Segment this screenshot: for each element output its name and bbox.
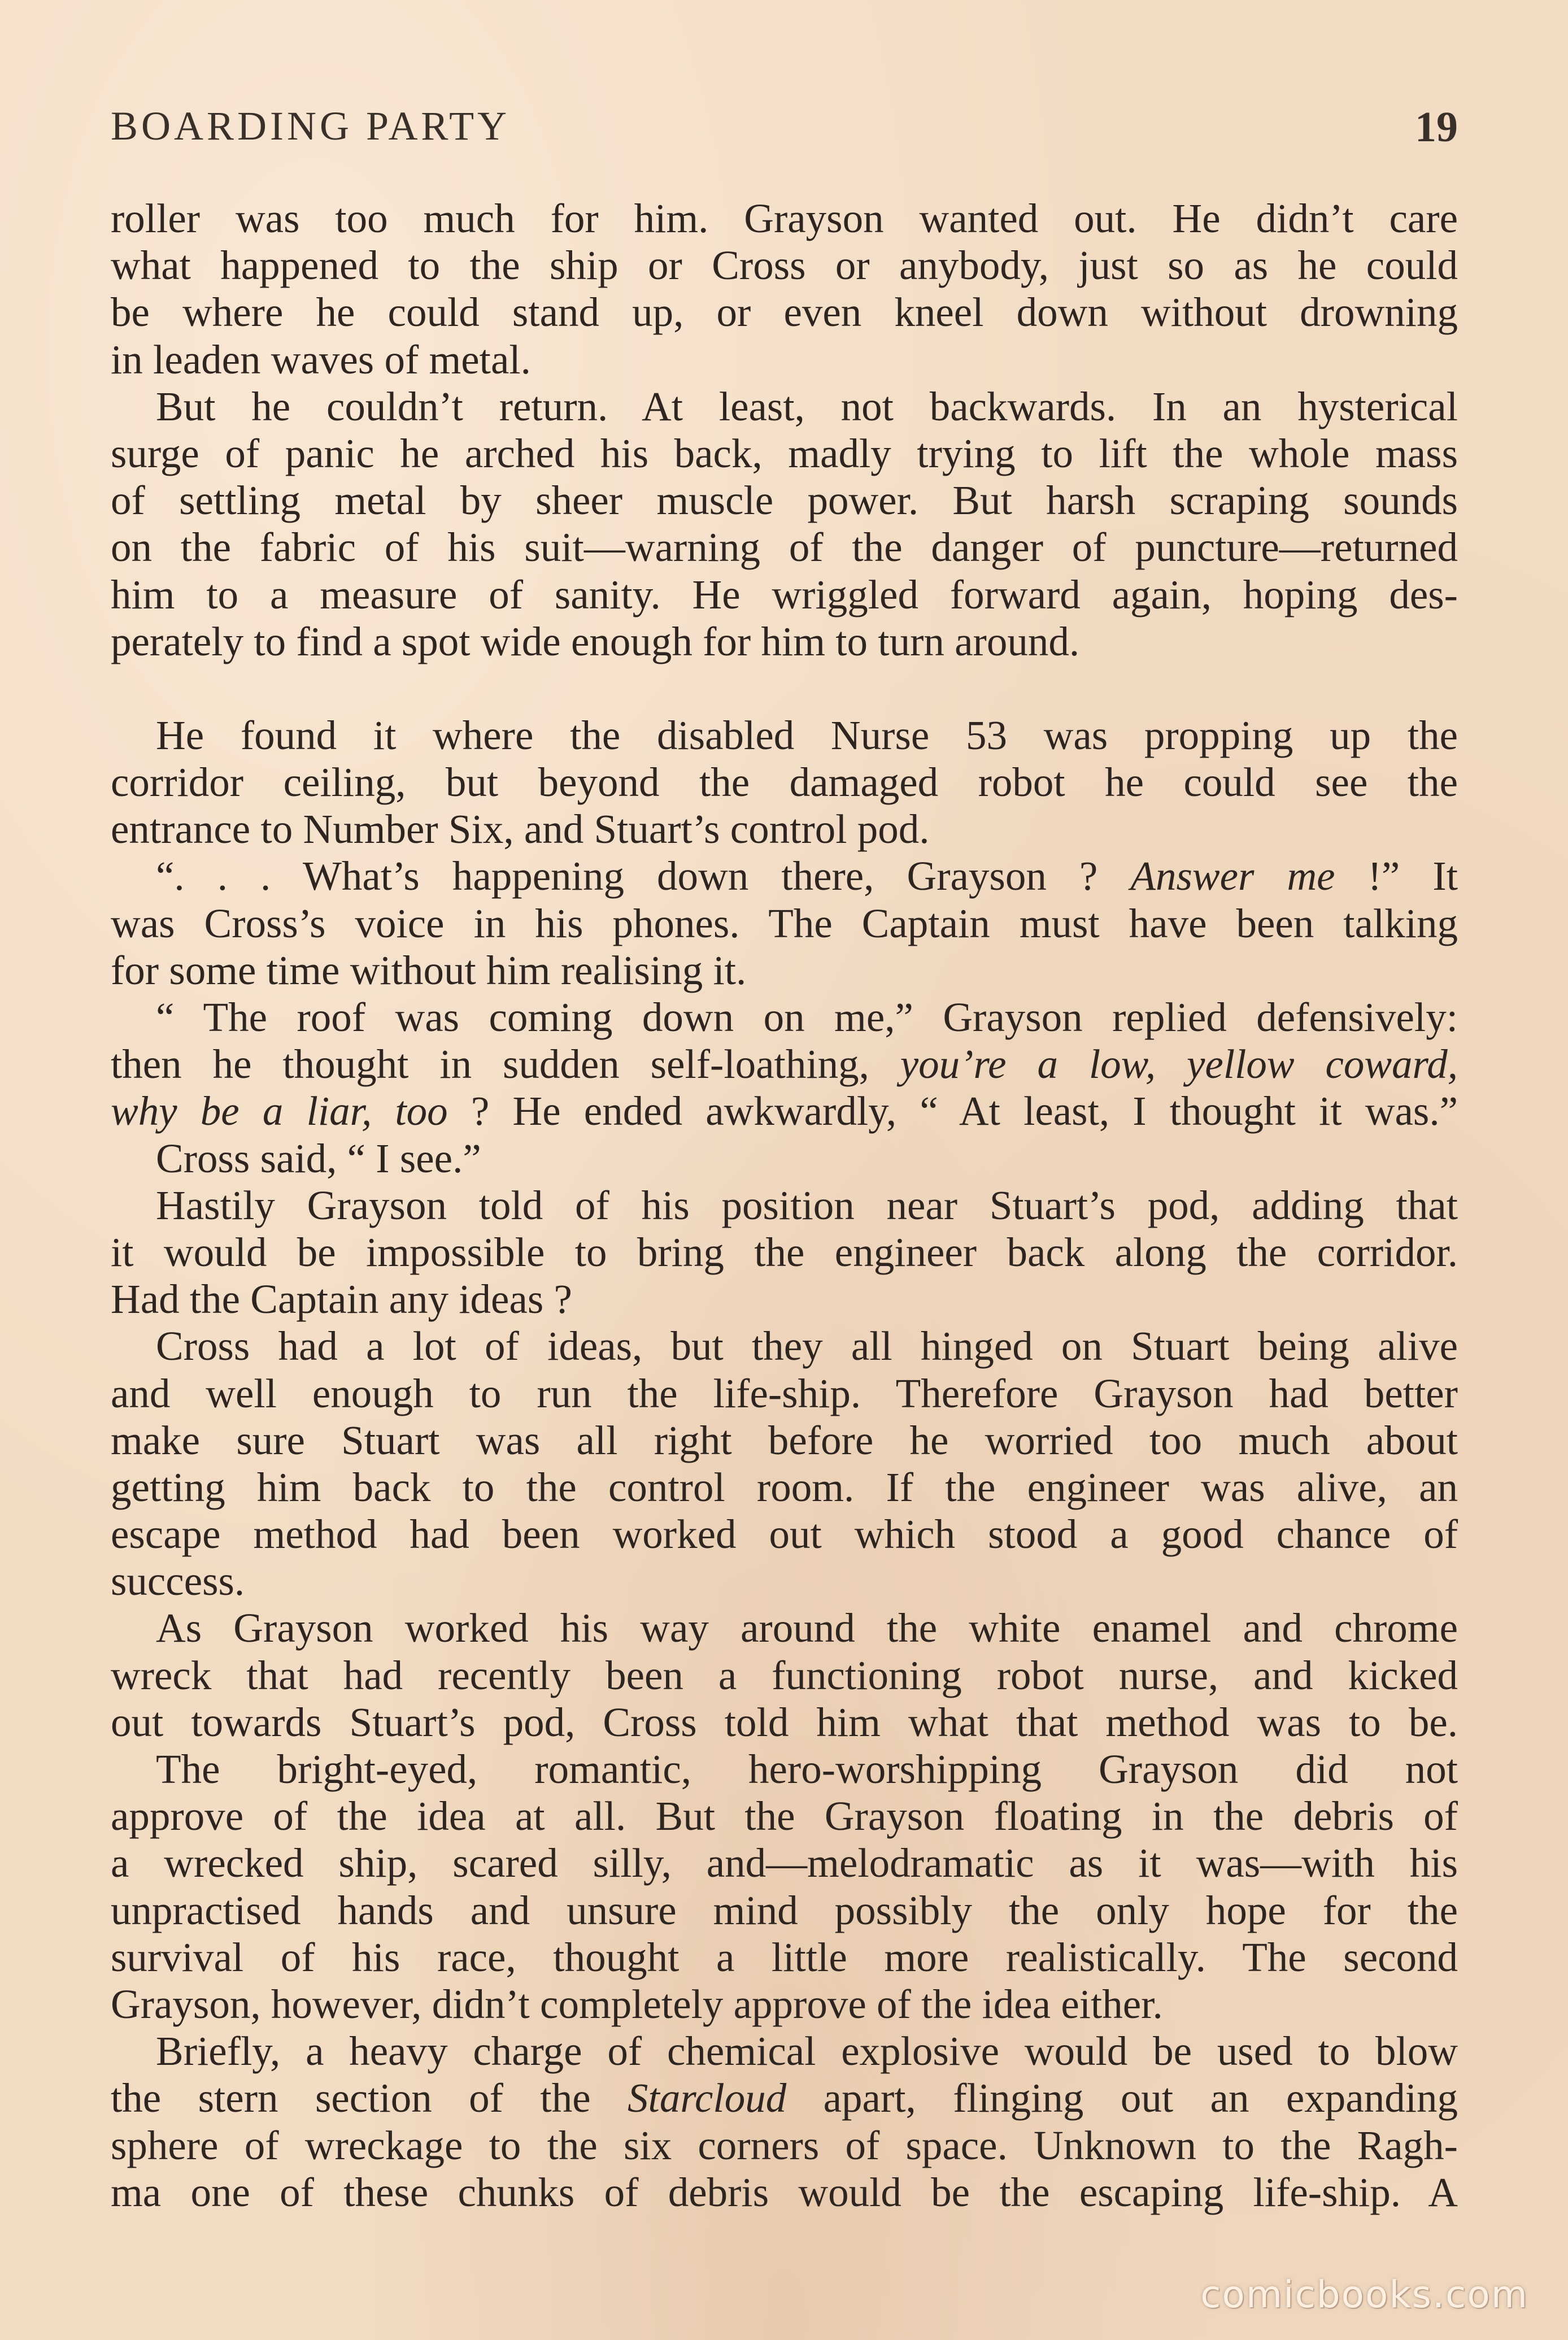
text-line: survival of his race, thought a little more realistically. The second: [111, 1934, 1458, 1980]
text-line: approve of the idea at all. But the Grayson floating in the debris of: [111, 1793, 1458, 1839]
text-line: surge of panic he arched his back, madly trying to lift the whole mass: [111, 430, 1458, 476]
text-line: of settling metal by sheer muscle power. But harsh scraping sounds: [111, 477, 1458, 524]
text-line: The bright-eyed, romantic, hero-worshipping Grayson did not: [156, 1746, 1458, 1792]
italic-run: you’re a low, yellow coward,: [900, 1041, 1458, 1088]
text-line: be where he could stand up, or even kneel down without drowning: [111, 289, 1458, 336]
text-line: getting him back to the control room. If the engineer was alive, an: [111, 1464, 1458, 1510]
body-text: [111, 195, 1458, 2216]
text-line: sphere of wreckage to the six corners of space. Unknown to the Ragh-: [111, 2122, 1458, 2168]
text-run: “. . . What’s happening down there, Grayson ?: [156, 853, 1131, 899]
text-line: Hastily Grayson told of his position near Stuart’s pod, adding that: [156, 1182, 1458, 1228]
text-line: ma one of these chunks of debris would be the escaping life-ship. A: [111, 2169, 1458, 2215]
text-line: Cross had a lot of ideas, but they all hinged on Stuart being alive: [156, 1323, 1458, 1369]
text-line: what happened to the ship or Cross or anybody, just so as he could: [111, 242, 1458, 289]
text-line: out towards Stuart’s pod, Cross told him what that method was to be.: [111, 1699, 1458, 1745]
text-run: apart, flinging out an expanding: [786, 2075, 1458, 2121]
text-line: [111, 2028, 1458, 2074]
text-line: on the fabric of his suit—warning of the danger of puncture—returned: [111, 524, 1458, 571]
text-line: for some time without him realising it.: [111, 947, 747, 993]
text-line: [111, 2074, 1458, 2121]
running-head: [111, 103, 1458, 165]
text-run: “ The roof was coming down on me,” Grayson replied defensively:: [156, 994, 1458, 1040]
text-line: escape method had been worked out which stood a good chance of: [111, 1511, 1458, 1558]
text-line: in leaden waves of metal.: [111, 336, 531, 382]
text-line: was Cross’s voice in his phones. The Captain must have been talking: [111, 900, 1458, 946]
italic-run: why be a liar, too: [111, 1088, 448, 1134]
text-line: Had the Captain any ideas ?: [111, 1276, 572, 1323]
text-line: [111, 1088, 1458, 1134]
text-line: it would be impossible to bring the engineer back along the corridor.: [111, 1229, 1458, 1275]
text-run: !” It: [1335, 853, 1458, 899]
text-line: Grayson, however, didn’t completely approve of the idea either.: [111, 1981, 1163, 2027]
watermark: comicbooks.com: [1200, 2273, 1528, 2316]
text-line: make sure Stuart was all right before he worried too much about: [111, 1417, 1458, 1463]
text-line: him to a measure of sanity. He wriggled forward again, hoping des-: [111, 571, 1458, 617]
text-line: unpractised hands and unsure mind possibly the only hope for the: [111, 1887, 1458, 1933]
text-line: He found it where the disabled Nurse 53 was propping up the: [156, 712, 1458, 758]
text-line: and well enough to run the life-ship. Therefore Grayson had better: [111, 1370, 1458, 1416]
text-line: roller was too much for him. Grayson wanted out. He didn’t care: [111, 195, 1458, 241]
text-line: [111, 994, 1458, 1041]
text-run: the stern section of the: [111, 2075, 628, 2121]
text-line: perately to find a spot wide enough for him to turn around.: [111, 618, 1080, 664]
text-line: entrance to Number Six, and Stuart’s control pod.: [111, 806, 930, 853]
italic-run: Starcloud: [628, 2075, 787, 2121]
section-break: [111, 665, 1458, 712]
text-run: Briefly, a heavy charge of chemical explosive would be used to blow: [156, 2028, 1458, 2074]
italic-run: Answer me: [1130, 853, 1335, 899]
page-number: 19: [1415, 103, 1458, 151]
running-title: BOARDING PARTY: [111, 103, 511, 149]
text-line: [111, 1041, 1458, 1088]
text-line: Cross said, “ I see.”: [156, 1135, 481, 1181]
text-line: [111, 853, 1458, 899]
text-line: wreck that had recently been a functioning robot nurse, and kicked: [111, 1652, 1458, 1698]
text-line: success.: [111, 1558, 245, 1604]
text-line: As Grayson worked his way around the white enamel and chrome: [156, 1605, 1458, 1651]
text-run: ? He ended awkwardly, “ At least, I thought it was.”: [447, 1088, 1458, 1134]
text-line: a wrecked ship, scared silly, and—melodramatic as it was—with his: [111, 1840, 1458, 1886]
text-line: But he couldn’t return. At least, not backwards. In an hysterical: [156, 383, 1458, 429]
text-line: corridor ceiling, but beyond the damaged robot he could see the: [111, 759, 1458, 806]
text-run: then he thought in sudden self-loathing,: [111, 1041, 900, 1088]
